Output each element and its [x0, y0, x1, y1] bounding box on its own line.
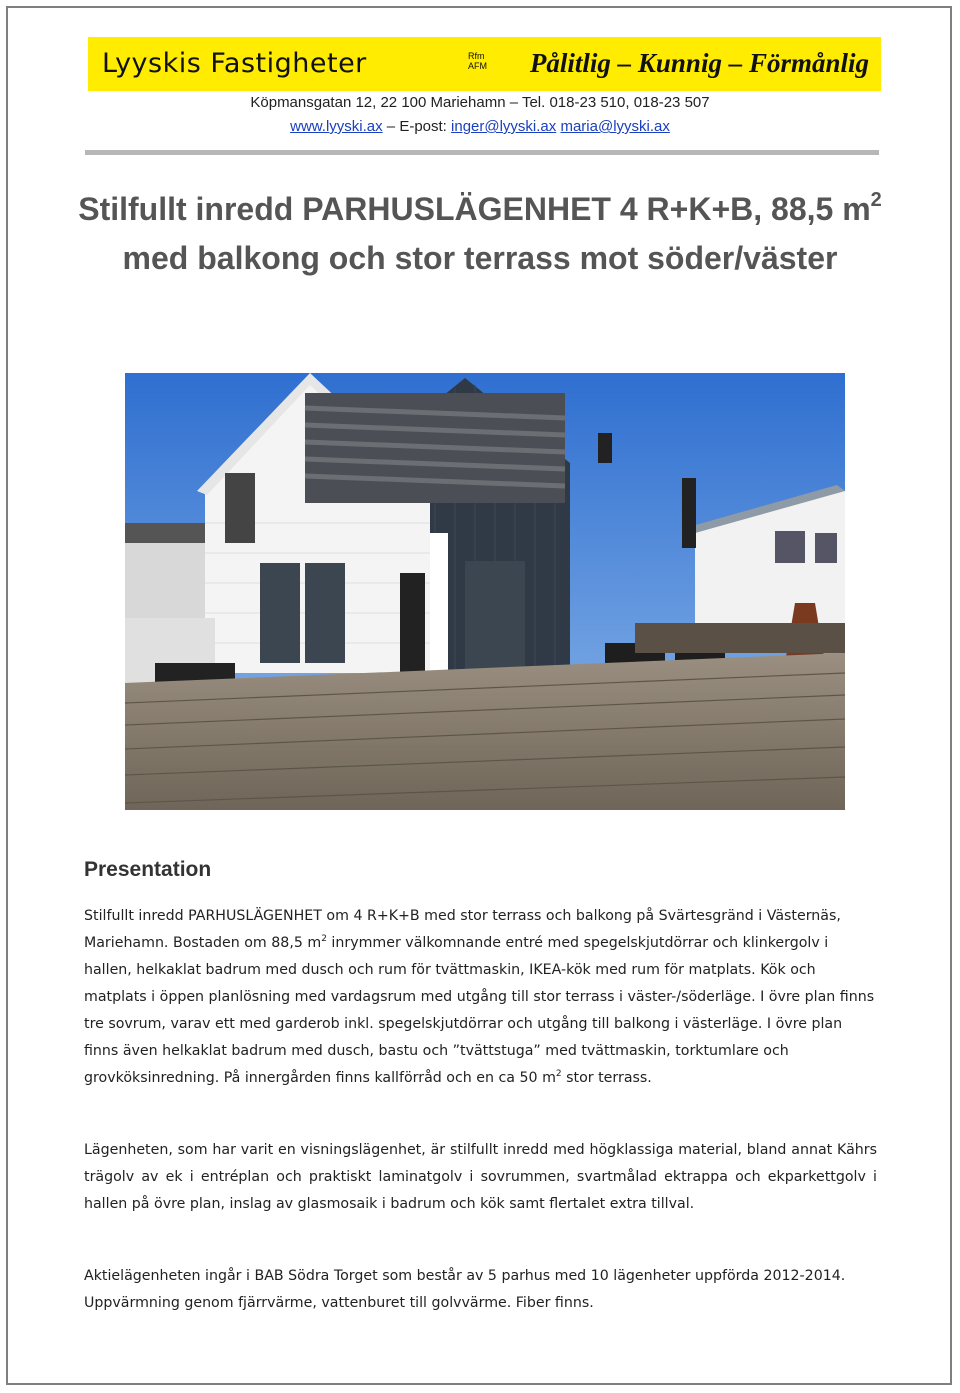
email-link-inger[interactable]: inger@lyyski.ax [451, 118, 557, 135]
email-link-maria[interactable]: maria@lyyski.ax [560, 118, 670, 135]
company-logo: Lyyskis Fastigheter [102, 48, 367, 79]
house-photo [125, 373, 845, 810]
logo-badge [468, 51, 487, 71]
listing-title-line2: med balkong och stor terrass mot söder/väster [122, 240, 838, 276]
header-divider [85, 150, 879, 155]
listing-title-line1: Stilfullt inredd PARHUSLÄGENHET 4 R+K+B, 88,5 $m^2$ [78, 189, 882, 227]
company-slogan: Pålitlig – Kunnig – Förmånlig [529, 48, 869, 78]
description-paragraph-3: Aktielägenheten ingår i BAB Södra Torget som består av 5 parhus med 10 lägenheter uppförda 2012-2014. Uppvärmning genom fjärrvärme, vattenburet till golvvärme. Fiber finns. [84, 1268, 846, 1311]
website-link[interactable]: www.lyyski.ax [290, 118, 383, 135]
description-paragraph-2: Lägenheten, som har varit en visningslägenhet, är stilfullt inredd med högklassiga material, bland annat Kährs trägolv av ek i entréplan och praktiskt laminatgolv i sovrummen, svartmålad ektrappa och ekparkettgolv i hallen på övre plan, inslag av glasmosaik i badrum och kök samt flertalet extra tillval. [84, 1142, 877, 1212]
company-address: Köpmansgatan 12, 22 100 Mariehamn – Tel. 018-23 510, 018-23 507 [250, 94, 710, 111]
badge-rfm: Rfm [468, 51, 485, 61]
company-banner [88, 37, 881, 91]
contact-line: www.lyyski.ax – E-post: inger@lyyski.ax maria@lyyski.ax [290, 118, 670, 135]
badge-afm: AFM [468, 61, 487, 71]
email-label: E-post: [399, 118, 447, 135]
description-paragraph-1: Stilfullt inredd PARHUSLÄGENHET om 4 R+K+B med stor terrass och balkong på Svärtesgränd i Västernäs, Mariehamn. Bostaden om 88,5 $m^2$ inrymmer välkomnande entré med spegelskjutdörrar och klinkergolv i hallen, helkaklat badrum med dusch och rum för tvättmaskin, IKEA-kök med rum för matplats. Kök och matplats i öppen planlösning med vardagsrum med utgång till stor terrass i väster-/söderläge. I övre plan finns tre sovrum, varav ett med garderob inkl. spegelskjutdörrar och utgång till balkong i västerläge. I övre plan finns även helkaklat badrum med dusch, bastu och ”tvättstuga” med tvättmaskin, torktumlare och grovköksinredning. På innergården finns kallförråd och en ca 50 $m^2$ stor terrass. [84, 908, 875, 1086]
section-heading-presentation: Presentation [84, 858, 212, 881]
